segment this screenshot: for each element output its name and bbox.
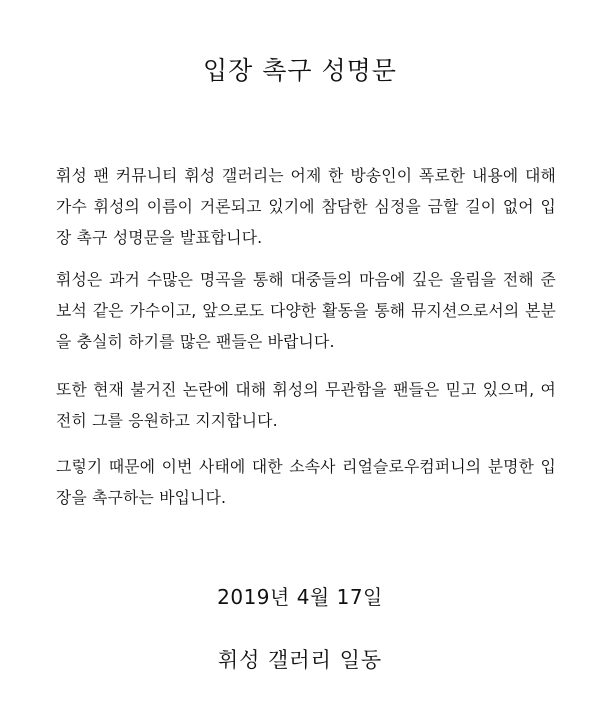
- paragraph-2: 휘성은 과거 수많은 명곡을 통해 대중들의 마음에 깊은 울림을 전해 준 보석 같은 가수이고, 앞으로도 다양한 활동을 통해 뮤지션으로서의 본분을 충실히 하기를 많은 팬들은 바랍니다.: [56, 270, 556, 351]
- paragraph-1: 휘성 팬 커뮤니티 휘성 갤러리는 어제 한 방송인이 폭로한 내용에 대해 가수 휘성의 이름이 거론되고 있기에 참담한 심정을 금할 길이 없어 입장 촉구 성명문을 발표합니다.: [56, 166, 556, 247]
- statement-date: 2019년 4월 17일: [217, 585, 383, 609]
- document-title: 입장 촉구 성명문: [203, 56, 397, 85]
- paragraph-4: 그렇기 때문에 이번 사태에 대한 소속사 리얼슬로우컴퍼니의 분명한 입장을 촉구하는 바입니다.: [56, 457, 556, 507]
- signature: 휘성 갤러리 일동: [217, 648, 383, 672]
- paragraph-3: 또한 현재 불거진 논란에 대해 휘성의 무관함을 팬들은 믿고 있으며, 여전히 그를 응원하고 지지합니다.: [56, 380, 556, 430]
